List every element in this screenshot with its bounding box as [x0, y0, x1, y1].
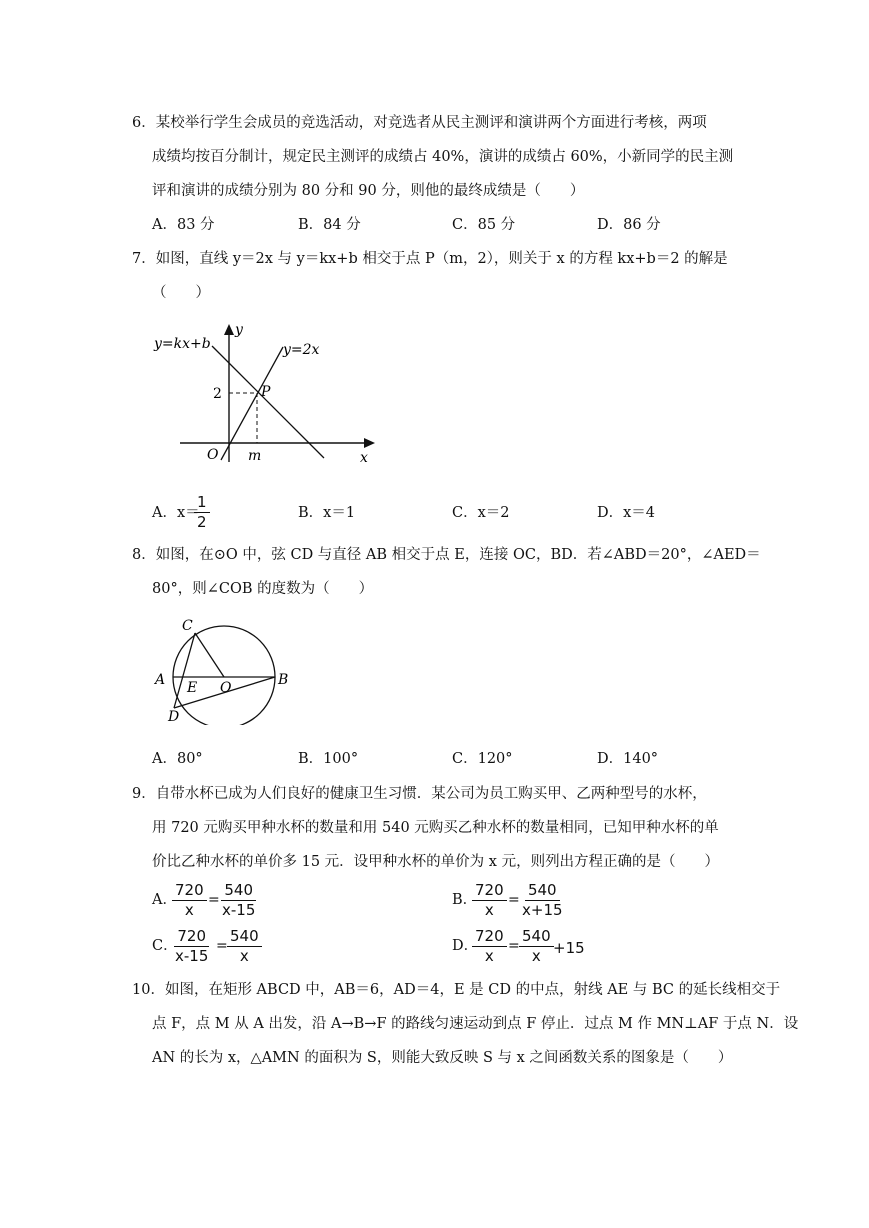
- q7-option-d[interactable]: D．x＝4: [597, 505, 656, 521]
- label-p: P: [261, 384, 271, 400]
- q9-a-fraction-1: [172, 882, 207, 919]
- q7-option-a-fraction: [194, 494, 210, 531]
- q9-d-fraction-2: [519, 928, 554, 965]
- q9-c-fraction-2: [227, 928, 262, 965]
- q7-option-b[interactable]: B．x＝1: [298, 505, 356, 521]
- label-a: A: [155, 672, 166, 688]
- q9-b-fraction-2: [519, 882, 566, 919]
- q8-option-a[interactable]: A．80°: [152, 751, 203, 767]
- q6-option-d[interactable]: D．86 分: [597, 217, 661, 233]
- q7-option-a-label[interactable]: A．x＝: [152, 505, 200, 521]
- q9-d-fraction-1: [472, 928, 507, 965]
- label-b: B: [278, 672, 289, 688]
- fraction-denominator: x-15: [175, 947, 209, 965]
- q7-line-2: （ ）: [152, 285, 210, 301]
- q6-line-3: 评和演讲的成绩分别为 80 分和 90 分，则他的最终成绩是（ ）: [152, 183, 585, 199]
- plus-fifteen: +15: [553, 939, 585, 957]
- label-2x: y=2x: [283, 342, 320, 358]
- fraction-numerator: 720: [472, 882, 507, 901]
- q9-c-fraction-1: [172, 928, 211, 965]
- label-d: D: [168, 709, 180, 725]
- label-kx-b: y=kx+b: [154, 336, 211, 352]
- fraction-numerator: 720: [172, 882, 207, 901]
- q8-option-b[interactable]: B．100°: [298, 751, 359, 767]
- q7-option-c[interactable]: C．x＝2: [452, 505, 510, 521]
- q6-option-b[interactable]: B．84 分: [298, 217, 361, 233]
- label-e: E: [187, 680, 198, 696]
- q6-line-2: 成绩均按百分制计，规定民主测评的成绩占 40%，演讲的成绩占 60%，小新同学的民主测: [152, 149, 734, 165]
- q10-line-3: AN 的长为 x，△AMN 的面积为 S，则能大致反映 S 与 x 之间函数关系的图象是（ ）: [152, 1050, 733, 1066]
- q6-line-1: 6．某校举行学生会成员的竞选活动，对竞选者从民主测评和演讲两个方面进行考核，两项: [132, 115, 707, 131]
- q9-b-fraction-1: [472, 882, 507, 919]
- fraction-numerator: 540: [227, 928, 262, 947]
- segment-oc: [195, 633, 224, 677]
- q10-line-2: 点 F，点 M 从 A 出发，沿 A→B→F 的路线匀速运动到点 F 停止．过点 M 作 MN⊥AF 于点 N．设: [152, 1016, 799, 1032]
- fraction-denominator: x: [239, 947, 249, 965]
- fraction-denominator: x-15: [222, 901, 256, 919]
- q10-line-1: 10．如图，在矩形 ABCD 中，AB＝6，AD＝4，E 是 CD 的中点，射线 AE 与 BC 的延长线相交于: [132, 982, 781, 998]
- fraction-denominator: x: [484, 901, 494, 919]
- label-c: C: [182, 618, 193, 634]
- q9-a-fraction-2: [219, 882, 258, 919]
- fraction-numerator: 720: [472, 928, 507, 947]
- fraction-denominator: 2: [197, 513, 207, 531]
- q9-line-1: 9．自带水杯已成为人们良好的健康卫生习惯．某公司为员工购买甲、乙两种型号的水杯，: [132, 786, 707, 802]
- x-axis-arrow: [364, 438, 375, 448]
- label-m: m: [248, 448, 262, 464]
- q9-option-c-label[interactable]: C．: [152, 938, 178, 954]
- fraction-denominator: x: [184, 901, 194, 919]
- q9-option-d-label[interactable]: D．: [452, 938, 479, 954]
- q9-line-3: 价比乙种水杯的单价多 15 元．设甲种水杯的单价为 x 元，则列出方程正确的是（ ）: [152, 854, 720, 870]
- fraction-denominator: x: [531, 947, 541, 965]
- label-o: O: [207, 447, 219, 463]
- q8-option-d[interactable]: D．140°: [597, 751, 659, 767]
- fraction-denominator: x: [484, 947, 494, 965]
- label-y: y: [235, 322, 243, 338]
- label-o: O: [220, 680, 232, 696]
- q8-figure: [150, 613, 300, 725]
- q7-figure: [150, 318, 385, 466]
- q6-option-c[interactable]: C．85 分: [452, 217, 516, 233]
- q8-option-c[interactable]: C．120°: [452, 751, 513, 767]
- fraction-numerator: 540: [525, 882, 560, 901]
- q9-option-a-label[interactable]: A．: [152, 892, 177, 908]
- q7-line-1: 7．如图，直线 y＝2x 与 y＝kx+b 相交于点 P（m，2），则关于 x 的方程 kx+b＝2 的解是: [132, 251, 728, 267]
- fraction-denominator: x+15: [522, 901, 563, 919]
- label-2: 2: [213, 386, 222, 402]
- equals-sign: =: [208, 892, 220, 908]
- equals-sign: =: [508, 938, 520, 954]
- q9-line-2: 用 720 元购买甲种水杯的数量和用 540 元购买乙种水杯的数量相同，已知甲种水杯的单: [152, 820, 719, 836]
- q9-option-b-label[interactable]: B．: [452, 892, 478, 908]
- fraction-numerator: 540: [519, 928, 554, 947]
- circle-o: [173, 626, 275, 725]
- equals-sign: =: [216, 938, 228, 954]
- fraction-numerator: 540: [221, 882, 256, 901]
- q8-line-2: 80°，则∠COB 的度数为（ ）: [152, 581, 374, 597]
- fraction-numerator: 720: [174, 928, 209, 947]
- q6-option-a[interactable]: A．83 分: [152, 217, 215, 233]
- fraction-numerator: 1: [194, 494, 210, 513]
- equals-sign: =: [508, 892, 520, 908]
- label-x: x: [360, 450, 368, 466]
- y-axis-arrow: [224, 324, 234, 335]
- q8-line-1: 8．如图，在⊙O 中，弦 CD 与直径 AB 相交于点 E，连接 OC，BD．若∠ABD＝20°，∠AED＝: [132, 547, 761, 563]
